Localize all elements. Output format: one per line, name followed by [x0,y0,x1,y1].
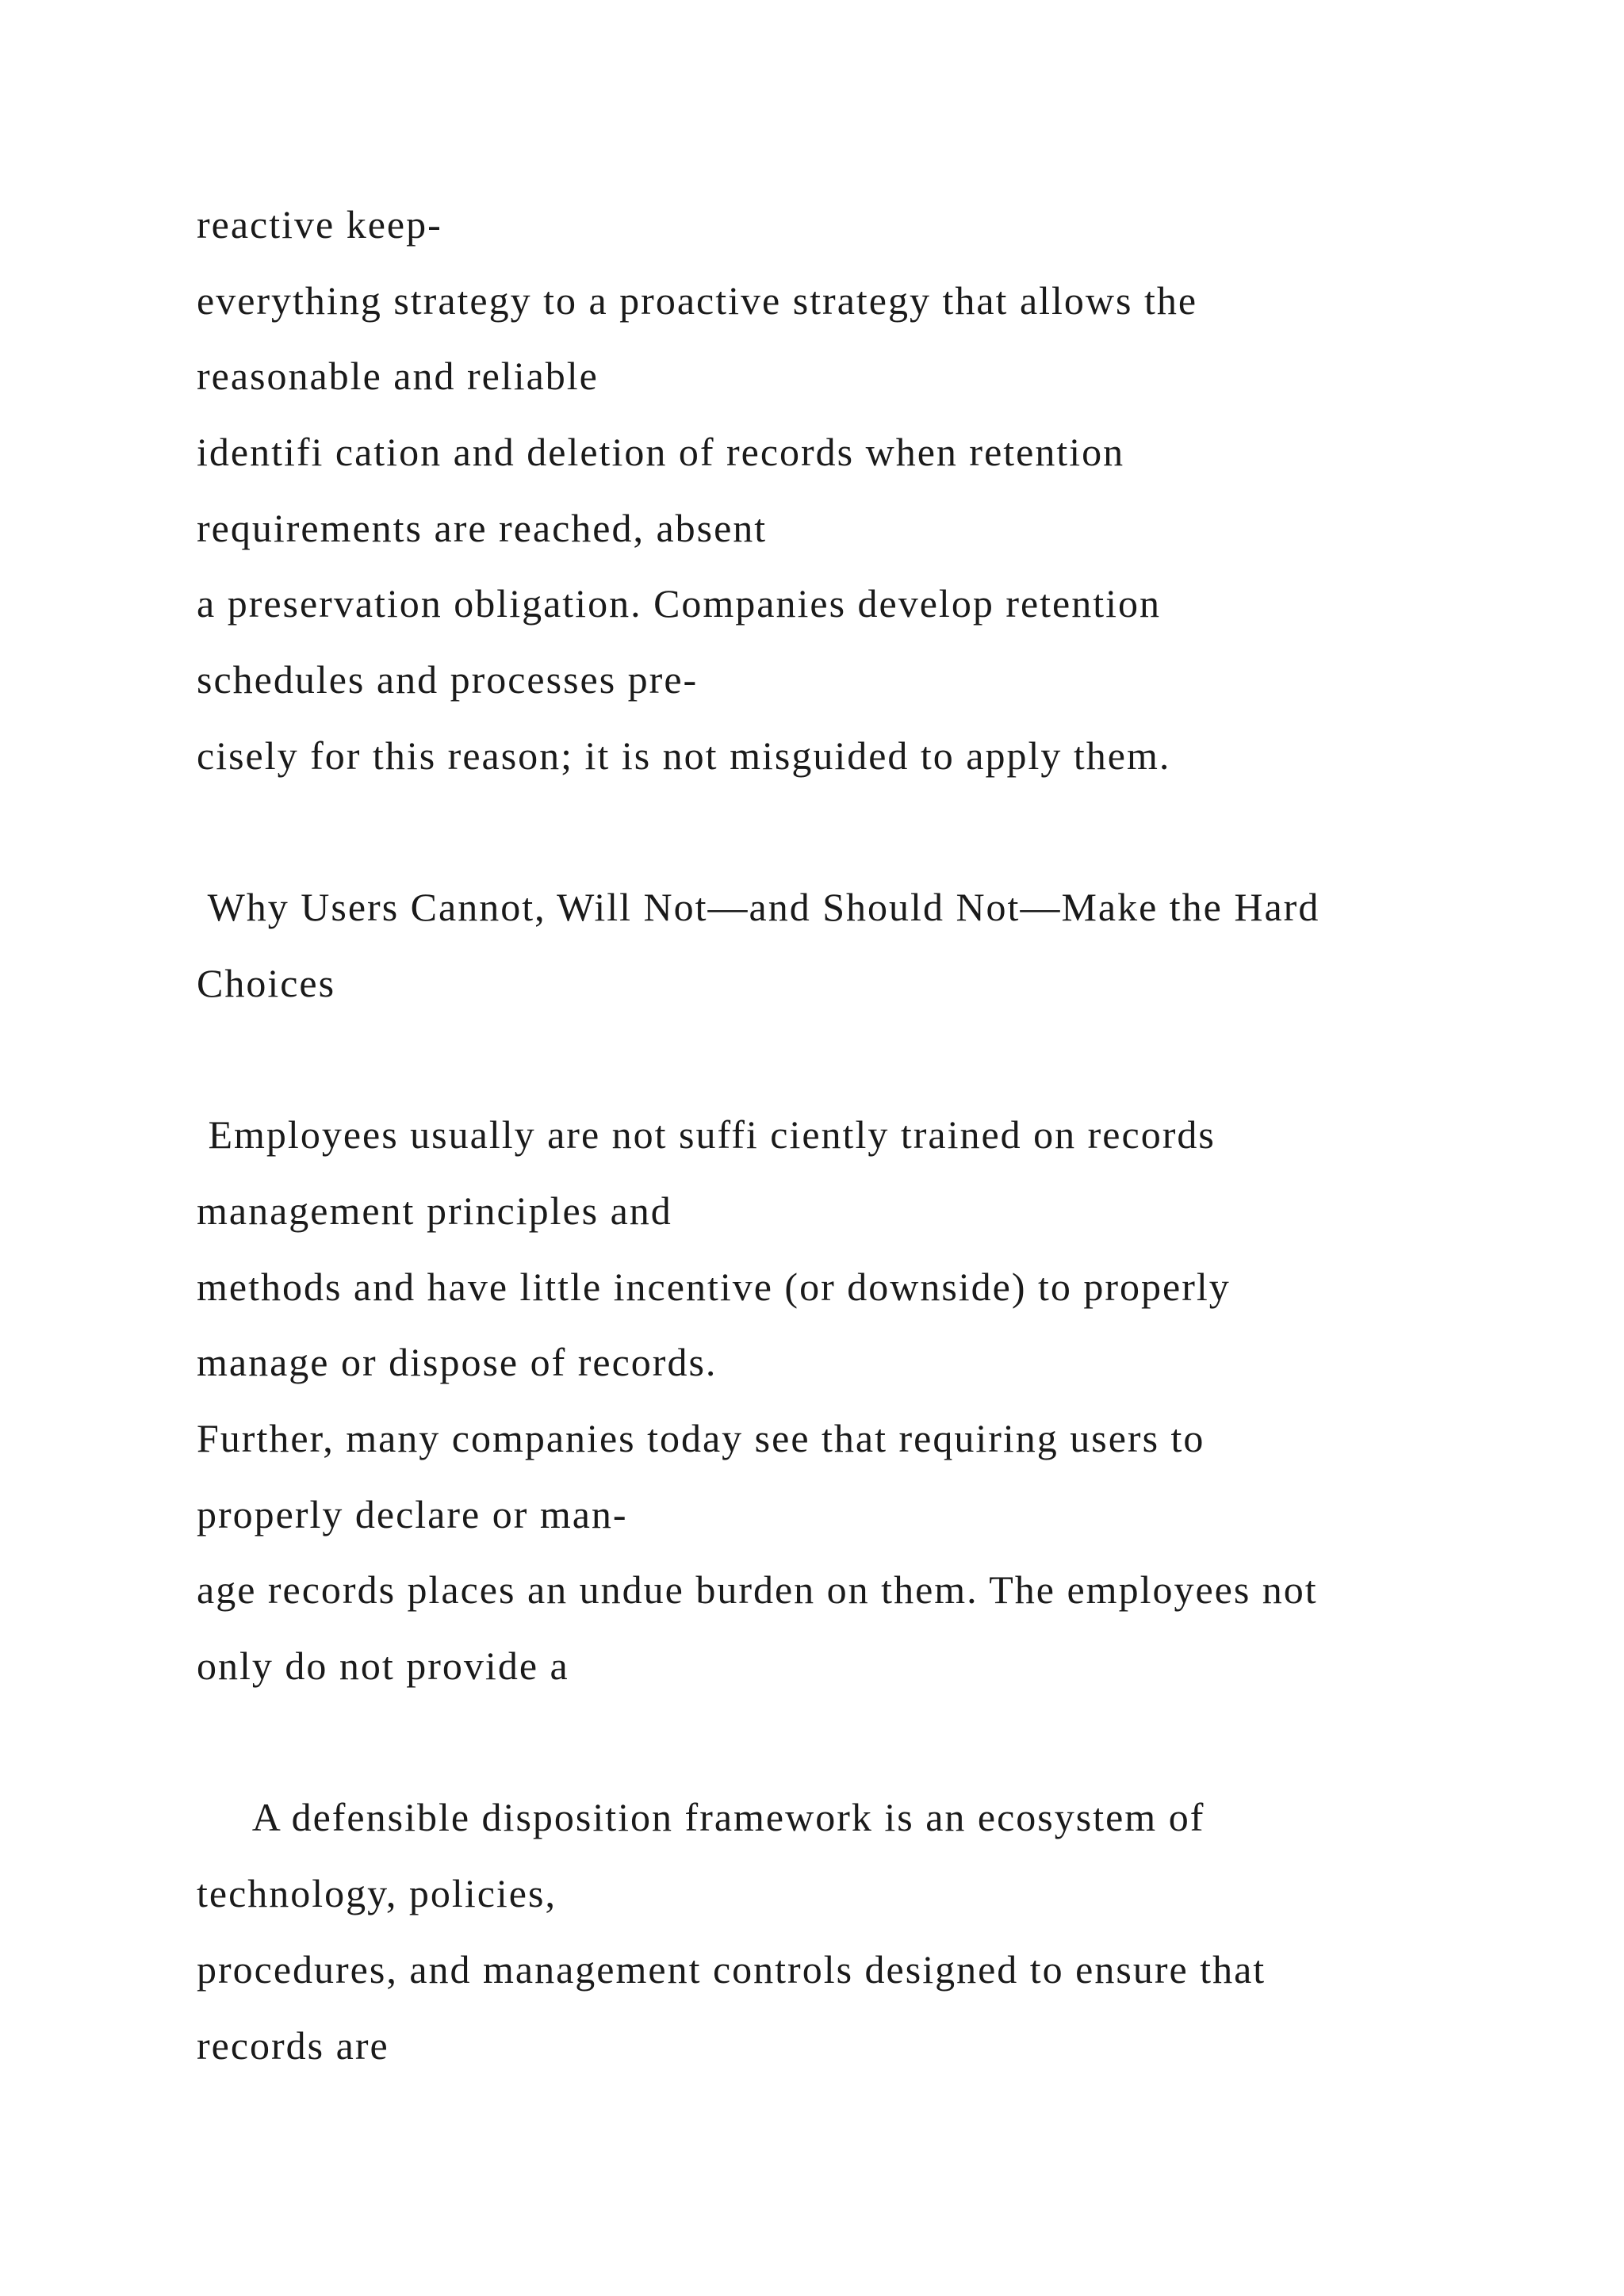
text-line: identifi cation and deletion of records when retention [197,430,1125,475]
paragraph-defensible-disposition [197,1780,1561,2084]
text-line: methods and have little incentive (or downside) to properly [197,1264,1231,1309]
text-line: A defensible disposition framework is an ecosystem of [197,1795,1205,1840]
text-line: cisely for this reason; it is not misguided to apply them. [197,733,1171,778]
document-body [197,187,1561,2084]
section-heading [197,870,1561,1021]
blank-line [197,794,1561,871]
text-line: procedures, and management controls designed to ensure that [197,1946,1266,1992]
text-line: a preservation obligation. Companies develop retention [197,581,1162,626]
text-line: everything strategy to a proactive strategy that allows the [197,277,1198,323]
text-line: technology, policies, [197,1871,557,1916]
text-line: reasonable and reliable [197,354,599,399]
text-line: age records places an undue burden on them. The employees not [197,1567,1318,1613]
blank-line [197,1705,1561,1781]
heading-line: Choices [197,960,336,1005]
text-line: records are [197,2022,389,2068]
text-line: only do not provide a [197,1644,569,1689]
text-line: requirements are reached, absent [197,505,768,550]
text-line: management principles and [197,1188,672,1233]
heading-line: Why Users Cannot, Will Not—and Should Not—Make the Hard [197,885,1320,930]
text-line: Further, many companies today see that requiring users to [197,1416,1205,1460]
text-line: manage or dispose of records. [197,1340,718,1385]
blank-line [197,1022,1561,1098]
text-line: schedules and processes pre- [197,657,699,702]
text-line: reactive keep- [197,202,442,247]
text-line: Employees usually are not suffi ciently trained on records [197,1112,1216,1158]
paragraph-retention-strategy [197,187,1561,794]
text-line: properly declare or man- [197,1491,628,1536]
paragraph-employees [197,1097,1561,1705]
